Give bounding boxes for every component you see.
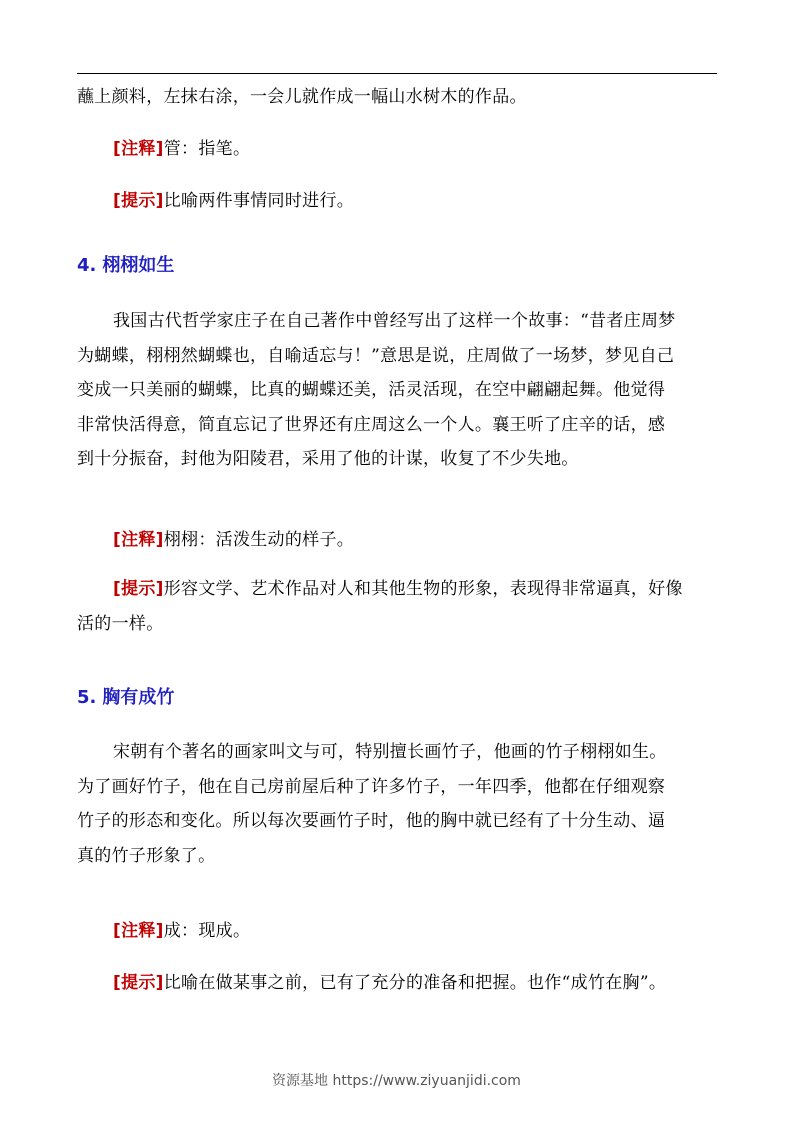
footer-watermark: 资源基地 https://www.ziyuanjidi.com [272,1073,521,1089]
story-line: 变成一只美丽的蝴蝶，比真的蝴蝶还美，活灵活现，在空中翩翩起舞。他觉得 [77,380,666,400]
story-line: 宋朝有个著名的画家叫文与可，特别擅长画竹子，他画的竹子栩栩如生。 [113,742,667,762]
section-5-note [77,921,753,941]
hint-tag: [提示] [113,973,164,993]
hint-text: 比喻两件事情同时进行。 [163,191,355,211]
hint-line [77,572,717,607]
hint-text: 形容文学、艺术作品对人和其他生物的形象，表现得非常逼真，好像 [163,579,683,599]
section-4-hint [77,572,717,641]
section-4-title: 栩栩如生 [102,255,175,276]
hint-1 [77,191,753,211]
story-line: 为蝴蝶，栩栩然蝴蝶也，自喻适忘与！”意思是说，庄周做了一场梦，梦见自己 [77,345,675,366]
note-text: 栩栩：活泼生动的样子。 [163,530,355,550]
story-line: 真的竹子形象了。 [77,845,216,866]
story-line: 竹子的形态和变化。所以每次要画竹子时，他的胸中就已经有了十分生动、逼 [77,811,666,831]
note-tag: [注释] [113,921,164,941]
story-line: 非常快活得意，简直忘记了世界还有庄周这么一个人。襄王听了庄辛的话，感 [77,414,666,435]
hint-tag: [提示] [113,191,164,211]
section-5-story [77,735,717,873]
hint-tag: [提示] [113,579,164,599]
hint-text: 比喻在做某事之前，已有了充分的准备和把握。也作“成竹在胸”。 [163,973,667,993]
hint-line: 活的一样。 [77,613,164,634]
section-5-title: 胸有成竹 [102,687,175,708]
header-rule [77,73,717,74]
story-line: 我国古代哲学家庄子在自己著作中曾经写出了这样一个故事：“昔者庄周梦 [113,311,676,331]
note-text: 成：现成。 [163,921,251,941]
story-line: 为了画好竹子，他在自己房前屋后种了许多竹子，一年四季，他都在仔细观察 [77,776,666,797]
section-5-heading [77,683,174,709]
carryover-line: 蘸上颜料，左抹右涂，一会儿就作成一幅山水树木的作品。 [77,87,527,107]
note-text: 管：指笔。 [163,139,251,159]
note-tag: [注释] [113,139,164,159]
story-line: 到十分振奋，封他为阳陵君，采用了他的计谋，收复了不少失地。 [77,449,579,469]
section-5-number: 5. [77,687,97,708]
section-5-hint [77,973,753,993]
section-4-number: 4. [77,255,97,276]
note-tag: [注释] [113,530,164,550]
section-4-heading [77,251,174,277]
section-4-note [77,530,753,550]
note-1 [77,139,753,159]
section-4-story [77,304,717,477]
